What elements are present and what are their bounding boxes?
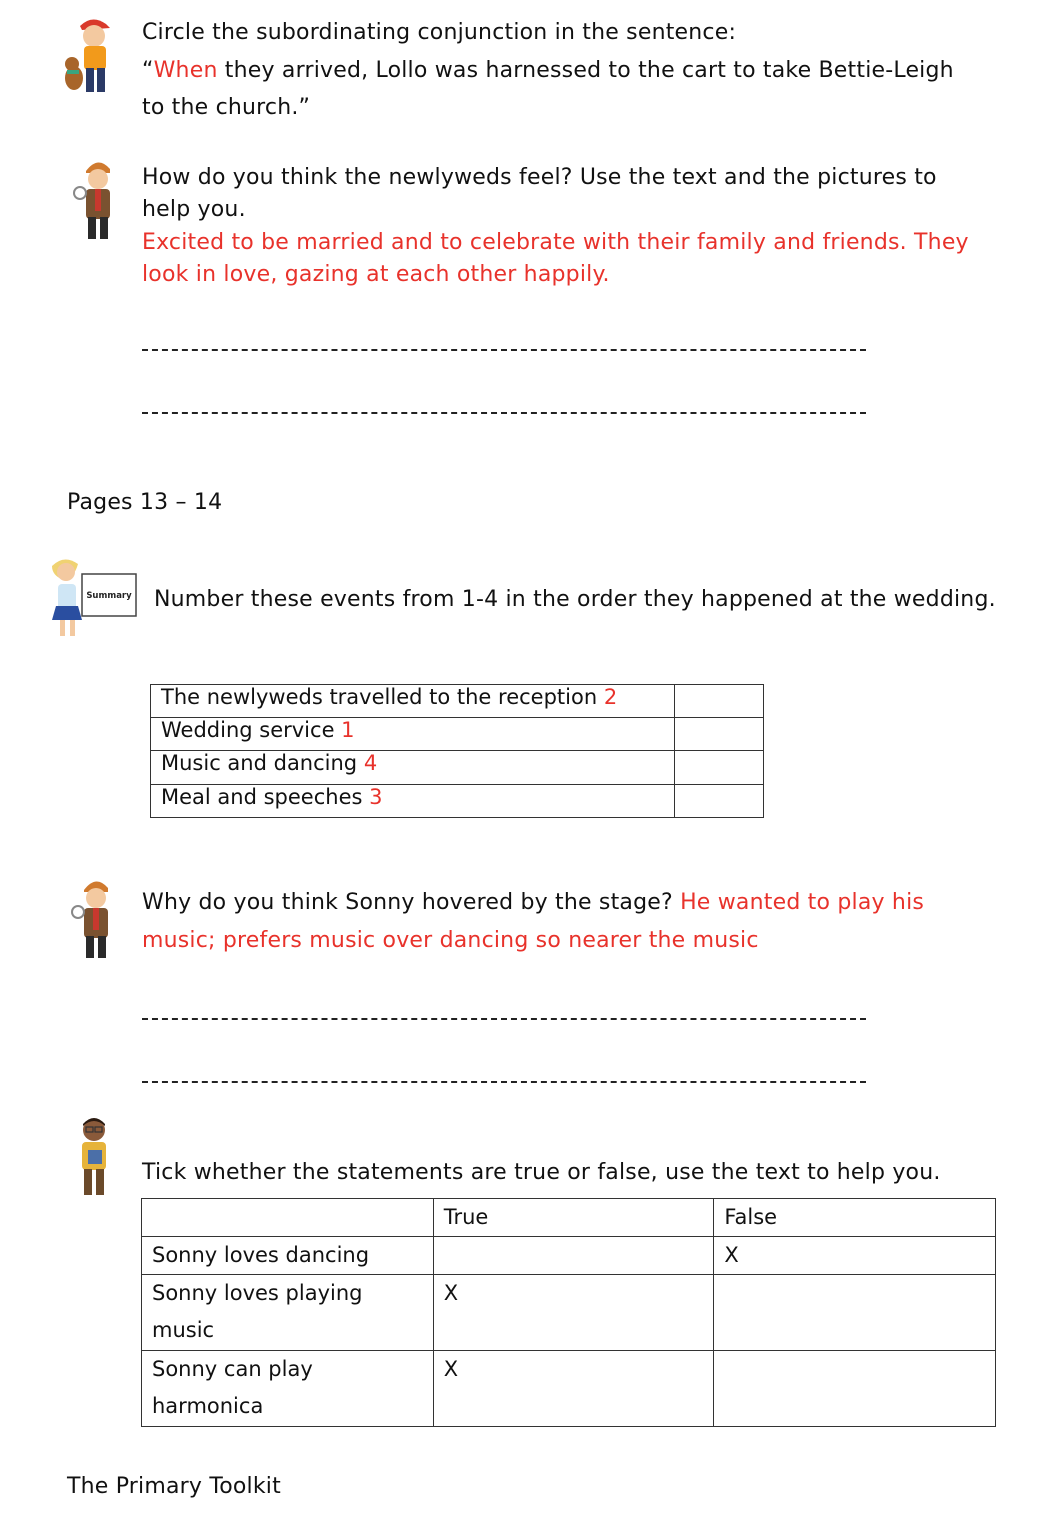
q2-answer-line1: Excited to be married and to celebrate with their family and friends. They xyxy=(142,230,969,255)
boy-with-book-icon xyxy=(74,1114,114,1200)
true-cell xyxy=(433,1237,714,1275)
answer-line xyxy=(142,349,866,351)
table-row xyxy=(142,1237,996,1275)
q1-sentence-line2: to the church.” xyxy=(142,95,311,120)
answer-line xyxy=(142,1018,866,1020)
table-row xyxy=(151,718,764,751)
event-cell xyxy=(151,785,675,818)
event-blank-cell xyxy=(675,785,764,818)
q2-answer-line2: look in love, gazing at each other happily. xyxy=(142,262,610,287)
summary-girl-icon xyxy=(44,554,140,642)
pages-label: Pages 13 – 14 xyxy=(67,490,223,515)
q1-instruction: Circle the subordinating conjunction in the sentence: xyxy=(142,20,737,45)
summary-sign-text: Summary xyxy=(86,591,132,601)
q1-sentence-rest: they arrived, Lollo was harnessed to the cart to take Bettie-Leigh xyxy=(217,58,954,83)
boy-with-dog-icon xyxy=(60,12,120,98)
table-row xyxy=(142,1351,996,1427)
false-cell xyxy=(714,1351,996,1427)
statement-cell xyxy=(142,1351,434,1427)
statement-line2: music xyxy=(152,1318,215,1342)
statement-line1: Sonny loves dancing xyxy=(152,1243,370,1267)
quote-open: “ xyxy=(142,58,154,83)
answer-line xyxy=(142,412,866,414)
event-blank-cell xyxy=(675,685,764,718)
table-row xyxy=(151,685,764,718)
footer-brand: The Primary Toolkit xyxy=(67,1474,281,1499)
detective-boy-icon xyxy=(70,874,122,964)
false-cell: X xyxy=(714,1237,996,1275)
false-header: False xyxy=(714,1199,996,1237)
event-cell xyxy=(151,685,675,718)
event-number-answer: 2 xyxy=(603,685,618,709)
q3-instruction: Number these events from 1-4 in the order they happened at the wedding. xyxy=(154,587,996,612)
statement-line1: Sonny can play xyxy=(152,1357,313,1381)
event-number-answer: 1 xyxy=(341,718,355,742)
event-label: The newlyweds travelled to the reception xyxy=(161,685,604,709)
true-cell: X xyxy=(433,1275,714,1351)
event-blank-cell xyxy=(675,751,764,785)
q4-question-line1 xyxy=(142,885,924,920)
true-header: True xyxy=(433,1199,714,1237)
event-cell xyxy=(151,718,675,751)
statement-header xyxy=(142,1199,434,1237)
event-cell xyxy=(151,751,675,785)
statement-cell xyxy=(142,1275,434,1351)
q4-answer-line2: music; prefers music over dancing so nearer the music xyxy=(142,928,759,953)
statement-line1: Sonny loves playing xyxy=(152,1281,363,1305)
q5-instruction: Tick whether the statements are true or false, use the text to help you. xyxy=(142,1160,941,1185)
subordinating-conjunction-answer: When xyxy=(153,58,218,83)
statement-line2: harmonica xyxy=(152,1394,264,1418)
answer-line xyxy=(142,1081,866,1083)
event-number-answer: 4 xyxy=(363,751,378,775)
true-cell: X xyxy=(433,1351,714,1427)
table-header-row xyxy=(142,1199,996,1237)
event-label: Wedding service xyxy=(161,718,342,742)
table-row xyxy=(142,1275,996,1351)
event-label: Meal and speeches xyxy=(161,785,370,809)
q2-question-line2: help you. xyxy=(142,197,246,222)
table-row xyxy=(151,785,764,818)
table-row xyxy=(151,751,764,785)
q2-question-line1: How do you think the newlyweds feel? Use the text and the pictures to xyxy=(142,165,937,190)
event-number-answer: 3 xyxy=(369,785,383,809)
event-order-table xyxy=(150,684,764,818)
q1-sentence-line1 xyxy=(142,53,954,88)
event-label: Music and dancing xyxy=(161,751,364,775)
false-cell xyxy=(714,1275,996,1351)
true-false-table xyxy=(141,1198,996,1427)
statement-cell xyxy=(142,1237,434,1275)
q4-question: Why do you think Sonny hovered by the stage? xyxy=(142,890,681,915)
detective-boy-icon xyxy=(72,155,124,245)
q4-answer-part1: He wanted to play his xyxy=(680,890,925,915)
event-blank-cell xyxy=(675,718,764,751)
